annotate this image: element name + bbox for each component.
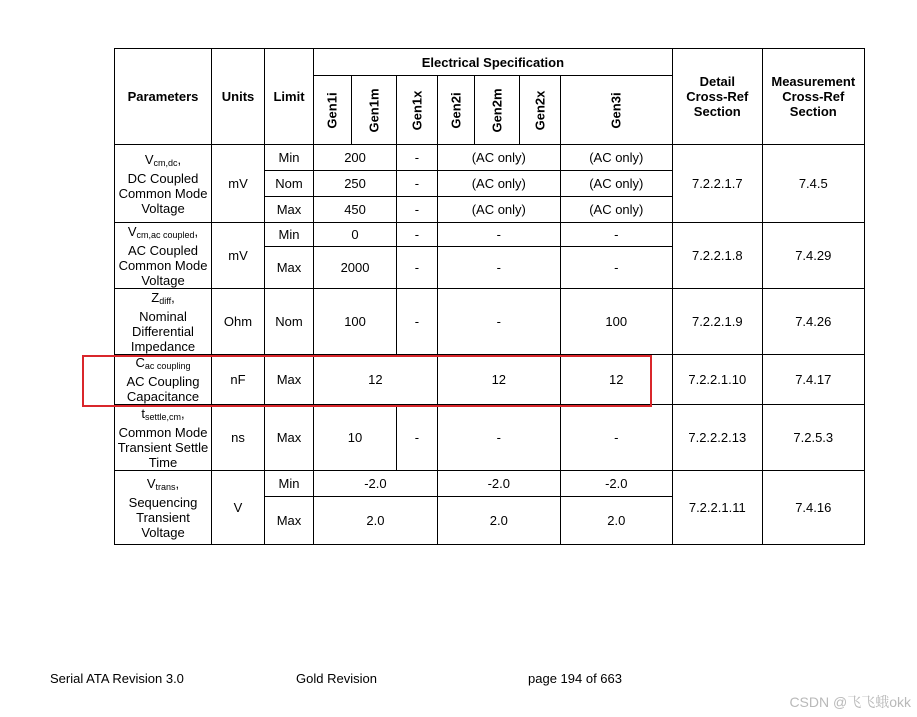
param-vtrans: $V_{trans}$, Sequencing Transient Voltage [115,471,212,545]
value-cell: (AC only) [437,145,560,171]
value-cell: 2000 [314,247,397,289]
footer-page-number: page 194 of 663 [528,671,622,686]
value-cell: - [397,223,438,247]
footer-doc-title: Serial ATA Revision 3.0 [50,671,184,686]
table-row [115,405,865,471]
value-cell: - [397,405,438,471]
unit-cell: mV [212,223,265,289]
header-detail-crossref: Detail Cross-Ref Section [672,49,762,145]
highlight-box [82,355,652,407]
value-cell: -2.0 [560,471,672,497]
header-gen2m: Gen2m [474,76,519,145]
electrical-spec-table [114,48,865,545]
param-vcm-ac: $V_{cm,ac coupled}$, AC Coupled Common Mode Voltage [115,223,212,289]
limit-cell: Min [265,145,314,171]
value-cell: 2.0 [437,497,560,545]
measurement-ref: 7.4.17 [762,355,864,405]
value-cell: (AC only) [437,197,560,223]
value-cell: -2.0 [437,471,560,497]
detail-ref: 7.2.2.1.11 [672,471,762,545]
param-vcm-dc: $V_{cm,dc}$, DC Coupled Common Mode Voltage [115,145,212,223]
value-cell: 200 [314,145,397,171]
value-cell: - [397,171,438,197]
value-cell: -2.0 [314,471,438,497]
value-cell: - [397,145,438,171]
header-gen1m: Gen1m [352,76,397,145]
param-cac: $C_{ac coupling}$ AC Coupling Capacitance [115,355,212,405]
value-cell: 100 [560,289,672,355]
value-cell: - [437,247,560,289]
value-cell: 12 [437,355,560,405]
detail-ref: 7.2.2.1.10 [672,355,762,405]
limit-cell: Nom [265,289,314,355]
limit-cell: Max [265,197,314,223]
header-gen2x: Gen2x [520,76,561,145]
table-row [115,223,865,247]
value-cell: - [560,405,672,471]
watermark: CSDN @飞飞蛾okk [789,694,911,710]
value-cell: 250 [314,171,397,197]
limit-cell: Max [265,405,314,471]
value-cell: (AC only) [560,145,672,171]
detail-ref: 7.2.2.2.13 [672,405,762,471]
value-cell: 2.0 [314,497,438,545]
value-cell: 0 [314,223,397,247]
measurement-ref: 7.4.5 [762,145,864,223]
value-cell: - [397,289,438,355]
limit-cell: Max [265,355,314,405]
param-tsettle: $t_{settle,cm}$, Common Mode Transient Settle Time [115,405,212,471]
value-cell: 450 [314,197,397,223]
value-cell: (AC only) [560,171,672,197]
header-gen1i: Gen1i [314,76,352,145]
header-gen1x: Gen1x [397,76,438,145]
measurement-ref: 7.4.29 [762,223,864,289]
limit-cell: Min [265,471,314,497]
unit-cell: ns [212,405,265,471]
value-cell: 100 [314,289,397,355]
header-units: Units [212,49,265,145]
limit-cell: Nom [265,171,314,197]
value-cell: - [437,289,560,355]
header-parameters: Parameters [115,49,212,145]
value-cell: 12 [560,355,672,405]
table-row [115,471,865,497]
header-measurement-crossref: Measurement Cross-Ref Section [762,49,864,145]
unit-cell: mV [212,145,265,223]
detail-ref: 7.2.2.1.8 [672,223,762,289]
value-cell: - [397,197,438,223]
measurement-ref: 7.4.26 [762,289,864,355]
header-electrical-spec: Electrical Specification [314,49,673,76]
value-cell: 2.0 [560,497,672,545]
param-zdiff: $Z_{diff}$, Nominal Differential Impedance [115,289,212,355]
table-row [115,289,865,355]
measurement-ref: 7.4.16 [762,471,864,545]
unit-cell: nF [212,355,265,405]
value-cell: - [437,405,560,471]
value-cell: 12 [314,355,438,405]
value-cell: 10 [314,405,397,471]
value-cell: (AC only) [437,171,560,197]
value-cell: (AC only) [560,197,672,223]
value-cell: - [560,223,672,247]
header-gen3i: Gen3i [560,76,672,145]
value-cell: - [560,247,672,289]
header-limit: Limit [265,49,314,145]
detail-ref: 7.2.2.1.9 [672,289,762,355]
value-cell: - [437,223,560,247]
limit-cell: Max [265,247,314,289]
value-cell: - [397,247,438,289]
limit-cell: Min [265,223,314,247]
limit-cell: Max [265,497,314,545]
header-gen2i: Gen2i [437,76,474,145]
table-row [115,145,865,171]
unit-cell: Ohm [212,289,265,355]
measurement-ref: 7.2.5.3 [762,405,864,471]
footer-revision: Gold Revision [296,671,377,686]
detail-ref: 7.2.2.1.7 [672,145,762,223]
unit-cell: V [212,471,265,545]
